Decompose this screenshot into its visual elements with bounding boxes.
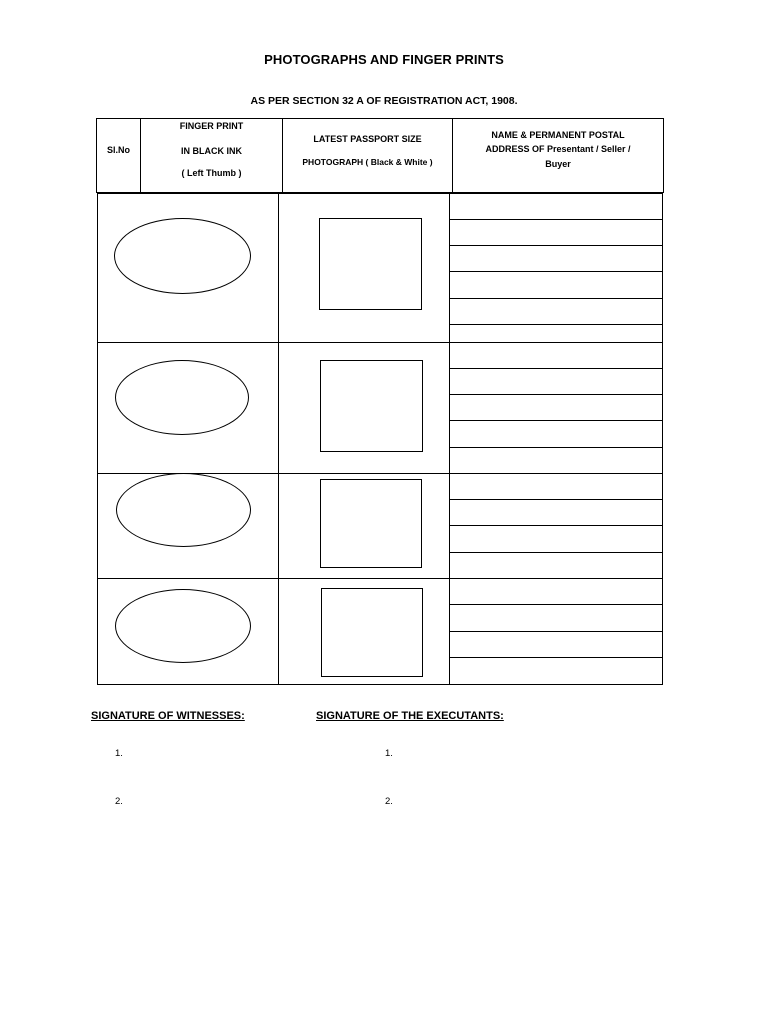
header-address-line1: NAME & PERMANENT POSTAL bbox=[491, 130, 625, 140]
address-line bbox=[449, 684, 663, 685]
address-line bbox=[449, 271, 663, 272]
witness-1-number: 1. bbox=[115, 748, 123, 759]
address-line bbox=[449, 499, 663, 500]
row-divider bbox=[97, 578, 450, 579]
photograph-box bbox=[319, 218, 422, 310]
table-header bbox=[96, 118, 664, 193]
document-subtitle: AS PER SECTION 32 A OF REGISTRATION ACT, 1908. bbox=[250, 95, 518, 107]
header-slno: Sl.No bbox=[106, 145, 130, 155]
address-line bbox=[449, 657, 663, 658]
header-finger-print-line3: ( Left Thumb ) bbox=[181, 168, 242, 178]
header-photo-line1: LATEST PASSPORT SIZE bbox=[313, 134, 422, 144]
header-finger-print-line2: IN BLACK INK bbox=[181, 146, 242, 156]
column-divider bbox=[662, 193, 663, 685]
executant-2-number: 2. bbox=[385, 796, 393, 807]
address-line bbox=[449, 368, 663, 369]
executants-signature-label: SIGNATURE OF THE EXECUTANTS: bbox=[316, 710, 504, 722]
address-line bbox=[449, 552, 663, 553]
header-photo-line2: PHOTOGRAPH ( Black & White ) bbox=[302, 157, 433, 167]
row-divider bbox=[97, 342, 450, 343]
executant-1-number: 1. bbox=[385, 748, 393, 759]
address-line bbox=[449, 631, 663, 632]
thumb-print-oval bbox=[116, 473, 251, 547]
address-line bbox=[449, 219, 663, 220]
address-line bbox=[449, 324, 663, 325]
address-line bbox=[449, 394, 663, 395]
document-title: PHOTOGRAPHS AND FINGER PRINTS bbox=[264, 52, 504, 67]
photograph-box bbox=[321, 588, 423, 677]
witness-2-number: 2. bbox=[115, 796, 123, 807]
address-line bbox=[449, 473, 663, 474]
address-line bbox=[449, 342, 663, 343]
header-finger-print-line1: FINGER PRINT bbox=[179, 121, 244, 131]
address-line bbox=[449, 245, 663, 246]
address-line bbox=[449, 193, 663, 194]
address-line bbox=[449, 578, 663, 579]
header-divider bbox=[282, 119, 283, 192]
row-divider bbox=[97, 473, 450, 474]
header-address-line3: Buyer bbox=[545, 159, 571, 169]
column-divider bbox=[278, 193, 279, 685]
thumb-print-oval bbox=[115, 360, 249, 435]
address-line bbox=[449, 420, 663, 421]
header-address-line2: ADDRESS OF Presentant / Seller / bbox=[485, 144, 631, 154]
witnesses-signature-label: SIGNATURE OF WITNESSES: bbox=[91, 710, 245, 722]
photograph-box bbox=[320, 479, 422, 568]
column-divider bbox=[449, 193, 450, 685]
photograph-box bbox=[320, 360, 423, 452]
address-line bbox=[449, 447, 663, 448]
address-line bbox=[449, 604, 663, 605]
thumb-print-oval bbox=[114, 218, 251, 294]
thumb-print-oval bbox=[115, 589, 251, 663]
address-line bbox=[449, 298, 663, 299]
address-line bbox=[449, 525, 663, 526]
